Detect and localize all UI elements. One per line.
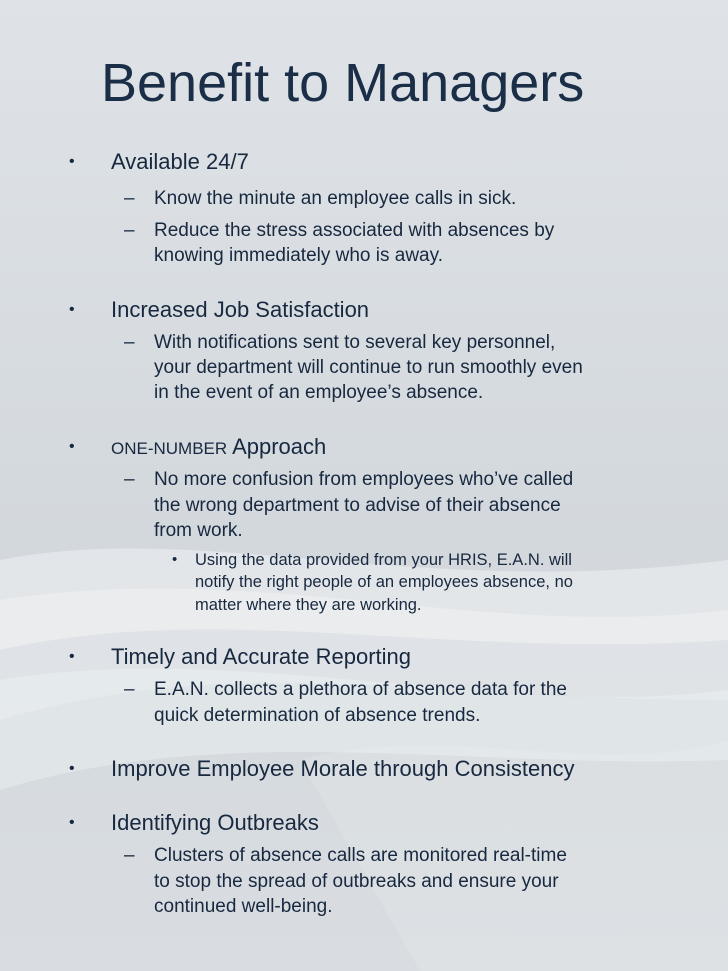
sub-sub-bullet-text-cont: notify the right people of an employees absence, no <box>195 573 573 591</box>
sub-bullet-text-cont: from work. <box>154 520 243 541</box>
bullet-marker: • <box>69 153 75 170</box>
sub-bullet-text: Know the minute an employee calls in sick. <box>154 188 517 209</box>
sub-bullet-text: No more confusion from employees who’ve called <box>154 469 574 490</box>
bullet-marker: • <box>69 301 75 318</box>
bullet-heading: Available 24/7 <box>111 149 249 174</box>
sub-bullet-marker: – <box>124 845 135 866</box>
sub-bullet-text: With notifications sent to several key personnel, <box>154 332 556 353</box>
sub-bullet-marker: – <box>124 332 135 353</box>
sub-bullet-text-cont: quick determination of absence trends. <box>154 705 481 726</box>
sub-bullet-text: Clusters of absence calls are monitored real-time <box>154 845 567 866</box>
bullet-heading <box>111 432 326 464</box>
bullet-heading: Increased Job Satisfaction <box>111 297 370 322</box>
sub-bullet-text-cont: in the event of an employee’s absence. <box>154 382 484 403</box>
bullet-marker: • <box>69 814 75 831</box>
sub-sub-bullet-text: Using the data provided from your HRIS, E.A.N. will <box>195 551 572 569</box>
sub-bullet-text: E.A.N. collects a plethora of absence data for the <box>154 679 567 700</box>
sub-bullet-text-cont: continued well-being. <box>154 896 333 917</box>
sub-bullet-text-cont: the wrong department to advise of their absence <box>154 495 561 516</box>
bullet-heading: Improve Employee Morale through Consistency <box>111 756 575 781</box>
sub-sub-bullet-text-cont: matter where they are working. <box>195 596 422 614</box>
sub-sub-bullet-marker: • <box>172 551 178 568</box>
sub-bullet-marker: – <box>124 679 135 700</box>
bullet-marker: • <box>69 760 75 777</box>
bullet-marker: • <box>69 438 75 455</box>
heading-smallcaps: ONE-NUMBER <box>111 439 228 458</box>
slide-title: Benefit to Managers <box>101 53 585 113</box>
sub-bullet-marker: – <box>124 220 135 241</box>
sub-bullet-marker: – <box>124 469 135 490</box>
sub-bullet-text: Reduce the stress associated with absences by <box>154 220 555 241</box>
bullet-marker: • <box>69 648 75 665</box>
sub-bullet-text-cont: to stop the spread of outbreaks and ensure your <box>154 871 559 892</box>
heading-rest: Approach <box>227 434 327 459</box>
bullet-heading: Identifying Outbreaks <box>111 810 319 835</box>
sub-bullet-text-cont: your department will continue to run smoothly even <box>154 357 583 378</box>
sub-bullet-text-cont: knowing immediately who is away. <box>154 245 443 266</box>
sub-bullet-marker: – <box>124 188 135 209</box>
bullet-heading: Timely and Accurate Reporting <box>111 644 411 669</box>
